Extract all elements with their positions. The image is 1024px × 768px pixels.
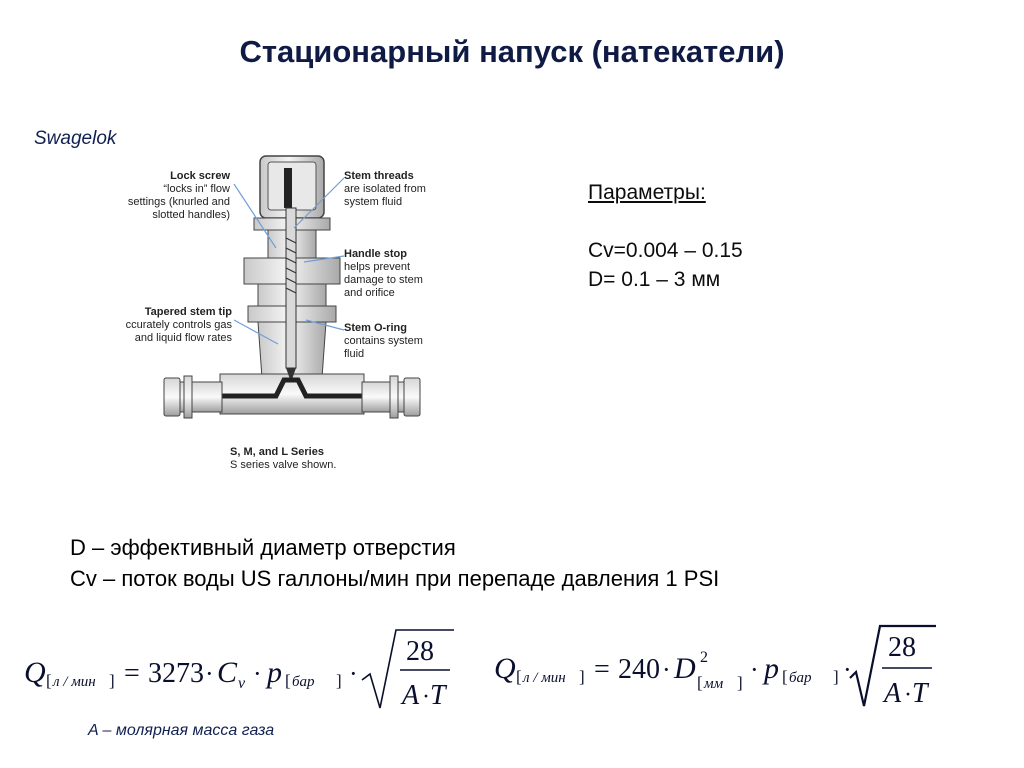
definition-cv: Cv – поток воды US галлоны/мин при перепаде давления 1 PSI: [70, 566, 720, 591]
f2-a: A: [884, 678, 902, 709]
f2-d: D: [674, 652, 696, 685]
f1-p-unit: бар: [292, 674, 315, 690]
series-caption: [230, 446, 336, 472]
callout-handle-stop-line-2: damage to stem: [344, 274, 423, 286]
formula-cv: [24, 624, 460, 714]
formula-d: [494, 620, 944, 712]
f2-dot-4: ·: [904, 682, 912, 708]
callout-lock-screw-head: Lock screw: [170, 170, 230, 182]
callout-stem-oring-line-1: contains system: [344, 335, 423, 347]
definitions-block: [70, 532, 719, 594]
page-title: Стационарный напуск (натекатели): [239, 34, 785, 69]
f2-d-unit-close: ]: [737, 673, 743, 692]
f2-eq: =: [594, 654, 610, 685]
f2-p-unit: бар: [789, 670, 812, 686]
f2-q-unit-open: [: [516, 667, 522, 686]
callout-stem-oring: [344, 322, 423, 361]
formula-d-drawing: [494, 620, 944, 712]
f1-dot-1: ·: [205, 659, 214, 688]
series-title: S, M, and L Series: [230, 446, 324, 458]
callout-stem-threads-head: Stem threads: [344, 170, 414, 182]
callout-handle-stop-line-3: and orifice: [344, 287, 395, 299]
f2-q-unit: л / мин: [523, 670, 566, 686]
brand-label: Swagelok: [34, 128, 117, 149]
f1-q-unit: л / мин: [53, 674, 96, 690]
valve-illustration: [108, 148, 448, 480]
f2-p: p: [764, 652, 779, 685]
callout-handle-stop-head: Handle stop: [344, 248, 407, 260]
callout-stem-threads-line-1: are isolated from: [344, 183, 426, 195]
callout-lock-screw: [104, 170, 230, 222]
f1-cv-sub: v: [238, 675, 246, 692]
f2-num: 28: [888, 632, 916, 663]
callout-stem-oring-head: Stem O-ring: [344, 322, 407, 334]
molar-mass-note: A – молярная масса газа: [88, 722, 275, 739]
f2-t: T: [912, 678, 928, 709]
callout-stem-threads-line-2: system fluid: [344, 196, 403, 208]
f1-cv: C: [217, 656, 238, 689]
parameter-cv: Cv=0.004 – 0.15: [588, 239, 743, 262]
callout-lock-screw-line-3: slotted handles): [152, 209, 230, 221]
callout-handle-stop-line-1: helps prevent: [344, 261, 411, 273]
callout-tapered-tip-head: Tapered stem tip: [144, 306, 232, 318]
f1-q: Q: [24, 656, 46, 689]
f1-num: 28: [406, 636, 434, 667]
parameters-block: [588, 178, 743, 294]
f1-q-unit-close: ]: [109, 671, 115, 690]
f2-q-unit-close: ]: [579, 667, 585, 686]
callout-lock-screw-line-2: settings (knurled and: [127, 196, 230, 208]
series-note: S series valve shown.: [230, 459, 337, 471]
callout-tapered-tip-line-2: and liquid flow rates: [134, 332, 232, 344]
parameter-d: D= 0.1 – 3 мм: [588, 268, 721, 291]
formula-cv-drawing: [24, 624, 460, 714]
definition-d: D – эффективный диаметр отверстия: [70, 535, 456, 560]
f1-q-unit-open: [: [46, 671, 52, 690]
f1-dot-2: ·: [253, 659, 262, 688]
callout-lock-screw-line-1: “locks in” flow: [163, 183, 230, 195]
callout-tapered-tip-line-1: ccurately controls gas: [125, 319, 232, 331]
f2-p-unit-close: ]: [833, 667, 839, 686]
callout-stem-threads: [344, 170, 426, 209]
f1-p: p: [267, 656, 282, 689]
callout-stem-oring-line-2: fluid: [344, 348, 365, 360]
f2-dot-1: ·: [662, 655, 671, 684]
callout-tapered-tip: [104, 306, 232, 345]
f1-p-unit-close: ]: [336, 671, 342, 690]
f1-coef: 3273: [148, 658, 204, 689]
parameters-heading: Параметры:: [588, 181, 706, 204]
f2-dot-3: ·: [843, 655, 852, 684]
f1-dot-3: ·: [349, 659, 358, 688]
f2-d-unit: мм: [704, 676, 724, 692]
f2-q: Q: [494, 652, 516, 685]
callout-handle-stop: [344, 248, 423, 300]
f2-coef: 240: [618, 654, 660, 685]
f2-d-sup: 2: [700, 649, 708, 666]
f1-a: A: [402, 680, 420, 711]
f1-p-unit-open: [: [285, 671, 291, 690]
f1-t: T: [430, 680, 446, 711]
f2-dot-2: ·: [750, 655, 759, 684]
f2-p-unit-open: [: [782, 667, 788, 686]
f1-dot-4: ·: [422, 684, 430, 710]
f2-d-unit-open: [: [697, 673, 703, 692]
f1-eq: =: [124, 658, 140, 689]
